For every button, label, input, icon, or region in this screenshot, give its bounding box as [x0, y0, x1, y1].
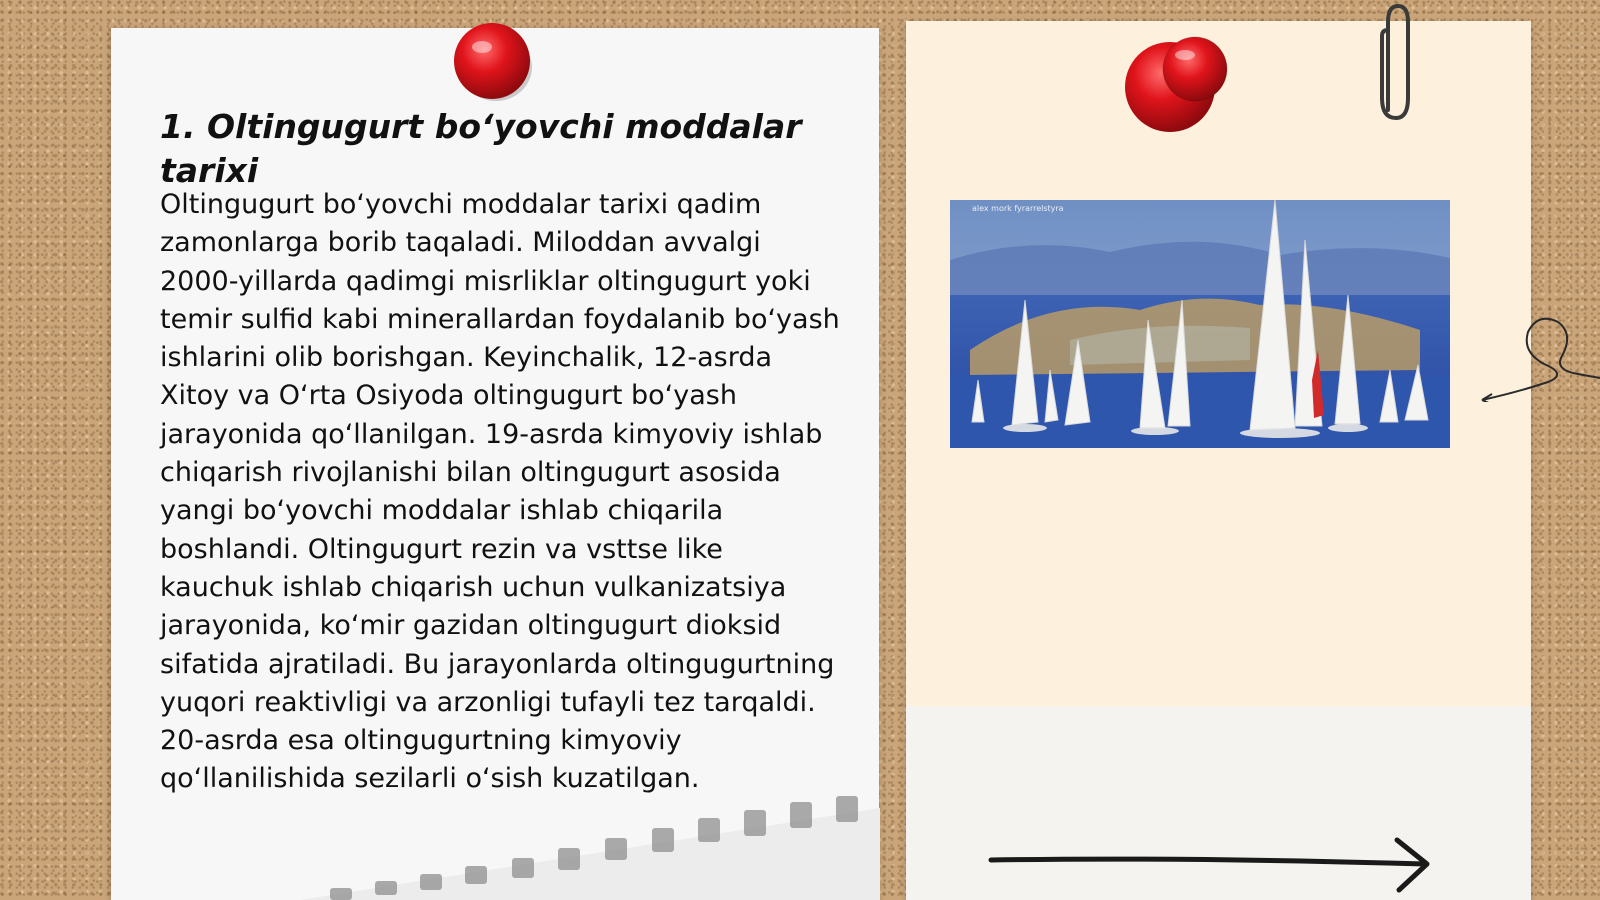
- right-paper-note: [906, 21, 1531, 900]
- paperclip-icon: [1374, 0, 1420, 125]
- red-pushpin-icon: [1125, 35, 1240, 135]
- red-pushpin-icon: [452, 21, 534, 103]
- sailboats-painting-image: [950, 200, 1450, 448]
- page-title: 1. Oltingugurt bo‘yovchi moddalar tarixi: [160, 107, 802, 190]
- arrow-right-icon: [985, 835, 1445, 895]
- torn-notebook-strip: [300, 788, 880, 900]
- image-caption: alex mork fyrarrelstyra: [972, 204, 1064, 213]
- squiggle-doodle-icon: [1478, 312, 1600, 402]
- body-paragraph: Oltingugurt bo‘yovchi moddalar tarixi qadim zamonlarga borib taqaladi. Miloddan avvalgi 2000-yillarda qadimgi misrliklar oltingugurt yoki temir sulfid kabi minerallardan foydalanib bo‘yash ishlarini olib borishgan. Keyinchalik, 12-asrda Xitoy va O‘rta Osiyoda oltingugurt bo‘yash jarayonida qo‘llanilgan. 19-asrda kimyoviy ishlab chiqarish rivojlanishi bilan oltingugurt asosida yangi bo‘yovchi moddalar ishlab chiqarila boshlandi. Oltingugurt rezin va vsttse like kauchuk ishlab chiqarish uchun vulkanizatsiya jarayonida, ko‘mir gazidan oltingugurt dioksid sifatida ajratiladi. Bu jarayonlarda oltingugurtning yuqori reaktivligi va arzonligi tufayli tez tarqaldi. 20-asrda esa oltingugurtning kimyoviy qo‘llanilishida sezilarli o‘sish kuzatilgan.: [160, 189, 840, 795]
